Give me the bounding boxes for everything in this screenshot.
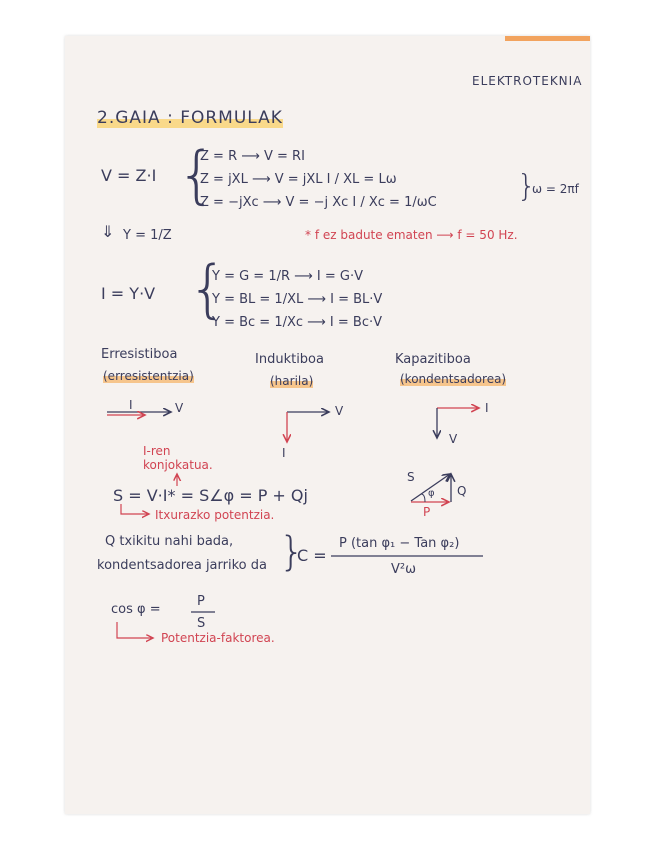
pf-numerator: P [197, 594, 205, 609]
brace-left: { [177, 138, 217, 211]
phasor-diagrams [65, 36, 590, 814]
admittance-def: Y = 1/Z [123, 228, 172, 243]
pf-note: Potentzia-faktorea. [161, 631, 275, 645]
capacitor-text-2: kondentsadorea jarriko da [97, 558, 267, 573]
impedance-main-eq: V = Z·I [101, 166, 157, 185]
capacitive-i-label: I [485, 401, 489, 415]
itxurazko-arrow [121, 504, 149, 514]
brace-right: } [517, 169, 537, 204]
type-resistive-sub: (erresistentzia) [103, 369, 194, 383]
admittance-main-eq: I = Y·V [101, 284, 156, 303]
pf-denominator: S [197, 616, 206, 631]
capacitor-brace: } [279, 529, 305, 575]
capacitor-denominator: V²ω [391, 562, 416, 577]
resistive-i-label: I [129, 398, 133, 412]
conjugate-note: I-ren konjokatua. [143, 444, 213, 472]
apparent-power-note: Itxurazko potentzia. [155, 508, 275, 522]
type-capacitive: Kapazitiboa [395, 352, 471, 367]
pf-lhs: cos φ = [111, 602, 161, 617]
notebook-page [65, 36, 590, 814]
brace-left-2: { [188, 252, 228, 325]
triangle-q-label: Q [457, 484, 467, 498]
triangle-phi-label: φ [428, 488, 435, 499]
page-title: 2.GAIA : FORMULAK [97, 108, 283, 128]
type-inductive: Induktiboa [255, 352, 324, 367]
triangle-p-label: P [423, 505, 431, 519]
capacitor-text-1: Q txikitu nahi bada, [105, 534, 234, 549]
capacitor-numerator: P (tan φ₁ − Tan φ₂) [339, 536, 460, 551]
admittance-case-g: Y = G = 1/R ⟶ I = G·V [212, 269, 364, 284]
type-resistive: Erresistiboa [101, 347, 178, 362]
inductive-v-label: V [335, 404, 344, 418]
inductive-i-label: I [282, 446, 286, 460]
subject-header: ELEKTROTEKNIA [472, 74, 583, 88]
type-capacitive-sub: (kondentsadorea) [400, 372, 507, 386]
impedance-case-c: Z = −jXc ⟶ V = −j Xc I / Xc = 1/ωC [200, 195, 437, 210]
omega-formula: ω = 2πf [532, 182, 579, 196]
frequency-note: * f ez badute ematen ⟶ f = 50 Hz. [305, 228, 518, 242]
impedance-case-r: Z = R ⟶ V = RI [200, 149, 305, 164]
pf-arrow [117, 622, 153, 638]
resistive-v-label: V [175, 401, 184, 415]
double-arrow-down: ⇓ [101, 222, 115, 241]
type-inductive-sub: (harila) [270, 374, 314, 388]
admittance-case-bc: Y = Bc = 1/Xc ⟶ I = Bc·V [212, 315, 383, 330]
triangle-angle-arc [421, 494, 425, 502]
power-equation: S = V·I* = S∠φ = P + Qj [113, 486, 308, 505]
capacitive-v-label: V [449, 432, 458, 446]
triangle-s-label: S [407, 470, 415, 484]
capacitor-lhs: C = [297, 546, 327, 565]
impedance-case-l: Z = jXL ⟶ V = jXL I / XL = Lω [200, 172, 397, 187]
admittance-case-bl: Y = BL = 1/XL ⟶ I = BL·V [212, 292, 383, 307]
